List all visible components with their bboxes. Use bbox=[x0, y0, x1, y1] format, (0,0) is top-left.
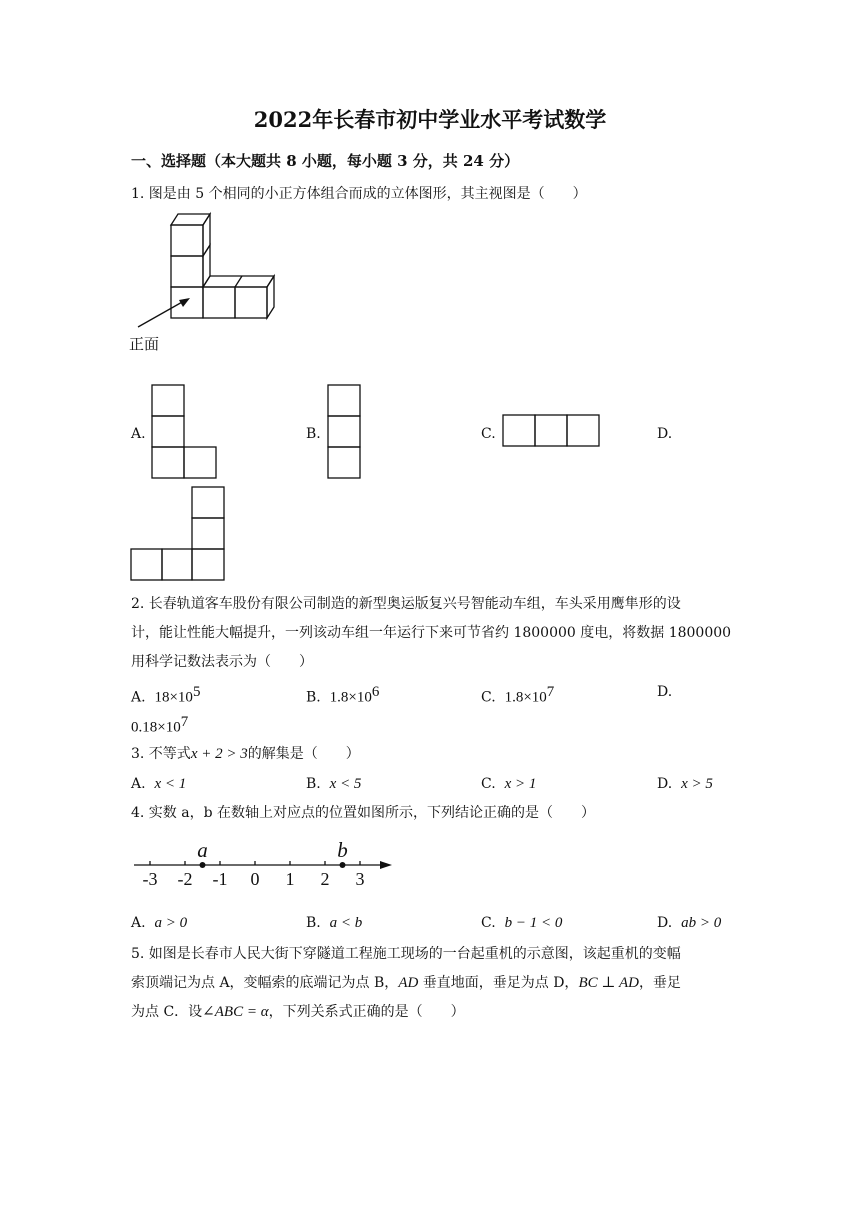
q3-option-c: C. x > 1 bbox=[481, 776, 537, 792]
question-5-stem bbox=[131, 940, 751, 1027]
page-title: 2022年长春市初中学业水平考试数学 bbox=[253, 107, 607, 132]
q4-number-line bbox=[130, 836, 400, 894]
q2-option-a: A. $18\times 10^5$ bbox=[131, 684, 201, 706]
number-line-point-a bbox=[200, 862, 206, 868]
q1-cube-figure bbox=[126, 210, 282, 356]
front-arrow-icon bbox=[179, 298, 190, 307]
section-heading: 一、选择题（本大题共 8 小题，每小题 3 分，共 24 分） bbox=[131, 152, 520, 170]
question-1-stem: 1. 图是由 5 个相同的小正方体组合而成的立体图形，其主视图是（ ） bbox=[131, 186, 587, 202]
q5-line-3: 为点 C．设∠ABC = α，下列关系式正确的是（ ） bbox=[131, 1004, 465, 1020]
q1-option-c-figure bbox=[502, 414, 600, 448]
q2-line-1: 2. 长春轨道客车股份有限公司制造的新型奥运版复兴号智能动车组，车头采用鹰隼形的设 bbox=[131, 596, 681, 612]
number-line-point-label-b: b bbox=[337, 838, 348, 862]
q4-option-d: D. ab > 0 bbox=[657, 915, 722, 931]
q5-line-2: 索顶端记为点 A，变幅索的底端记为点 B，AD 垂直地面，垂足为点 D，BC ⊥ AD，垂足 bbox=[131, 975, 681, 991]
q2-line-2: 计，能让性能大幅提升，一列该动车组一年运行下来可节省约 1800000 度电，将数据 1800000 bbox=[131, 625, 732, 641]
number-line-point-label-a: a bbox=[197, 838, 208, 862]
number-line-tick-label: 0 bbox=[250, 869, 260, 889]
q1-option-b-figure bbox=[327, 384, 361, 480]
q4-option-c: C. b − 1 < 0 bbox=[481, 915, 563, 931]
question-2-stem bbox=[131, 590, 751, 677]
q3-option-b: B. x < 5 bbox=[306, 776, 362, 792]
question-4-stem: 4. 实数 a，b 在数轴上对应点的位置如图所示，下列结论正确的是（ ） bbox=[131, 805, 596, 821]
q1-option-b-label: B. bbox=[306, 426, 321, 442]
q1-option-d-figure bbox=[130, 486, 226, 582]
q3-option-a: A. x < 1 bbox=[131, 776, 187, 792]
number-line-tick-label: -2 bbox=[177, 869, 193, 889]
number-line-tick-label: 3 bbox=[355, 869, 365, 889]
q2-line-3: 用科学记数法表示为（ ） bbox=[131, 654, 313, 670]
q4-option-a: A. a > 0 bbox=[131, 915, 188, 931]
q1-option-d-label: D. bbox=[657, 426, 673, 442]
q1-option-a-figure bbox=[151, 384, 217, 480]
q4-option-b: B. a < b bbox=[306, 915, 363, 931]
number-line-point-b bbox=[340, 862, 346, 868]
q2-option-d-value: $0.18\times 10^7$ bbox=[131, 714, 189, 736]
number-line-tick-label: -1 bbox=[212, 869, 228, 889]
q1-option-a-label: A. bbox=[131, 426, 146, 442]
number-line-tick-label: 2 bbox=[320, 869, 330, 889]
q5-line-1: 5. 如图是长春市人民大街下穿隧道工程施工现场的一台起重机的示意图，该起重机的变幅 bbox=[131, 946, 681, 962]
number-line-tick-label: -3 bbox=[142, 869, 158, 889]
question-3-stem: 3. 不等式x + 2 > 3的解集是（ ） bbox=[131, 746, 360, 762]
number-line-tick-label: 1 bbox=[285, 869, 295, 889]
q2-option-c: C. $1.8\times 10^7$ bbox=[481, 684, 555, 706]
q2-option-d-label: D. bbox=[657, 684, 673, 700]
q3-option-d: D. x > 5 bbox=[657, 776, 713, 792]
q2-option-b: B. $1.8\times 10^6$ bbox=[306, 684, 380, 706]
number-line-arrow-icon bbox=[380, 861, 392, 869]
front-label: 正面 bbox=[129, 335, 160, 353]
q1-option-c-label: C. bbox=[481, 426, 496, 442]
